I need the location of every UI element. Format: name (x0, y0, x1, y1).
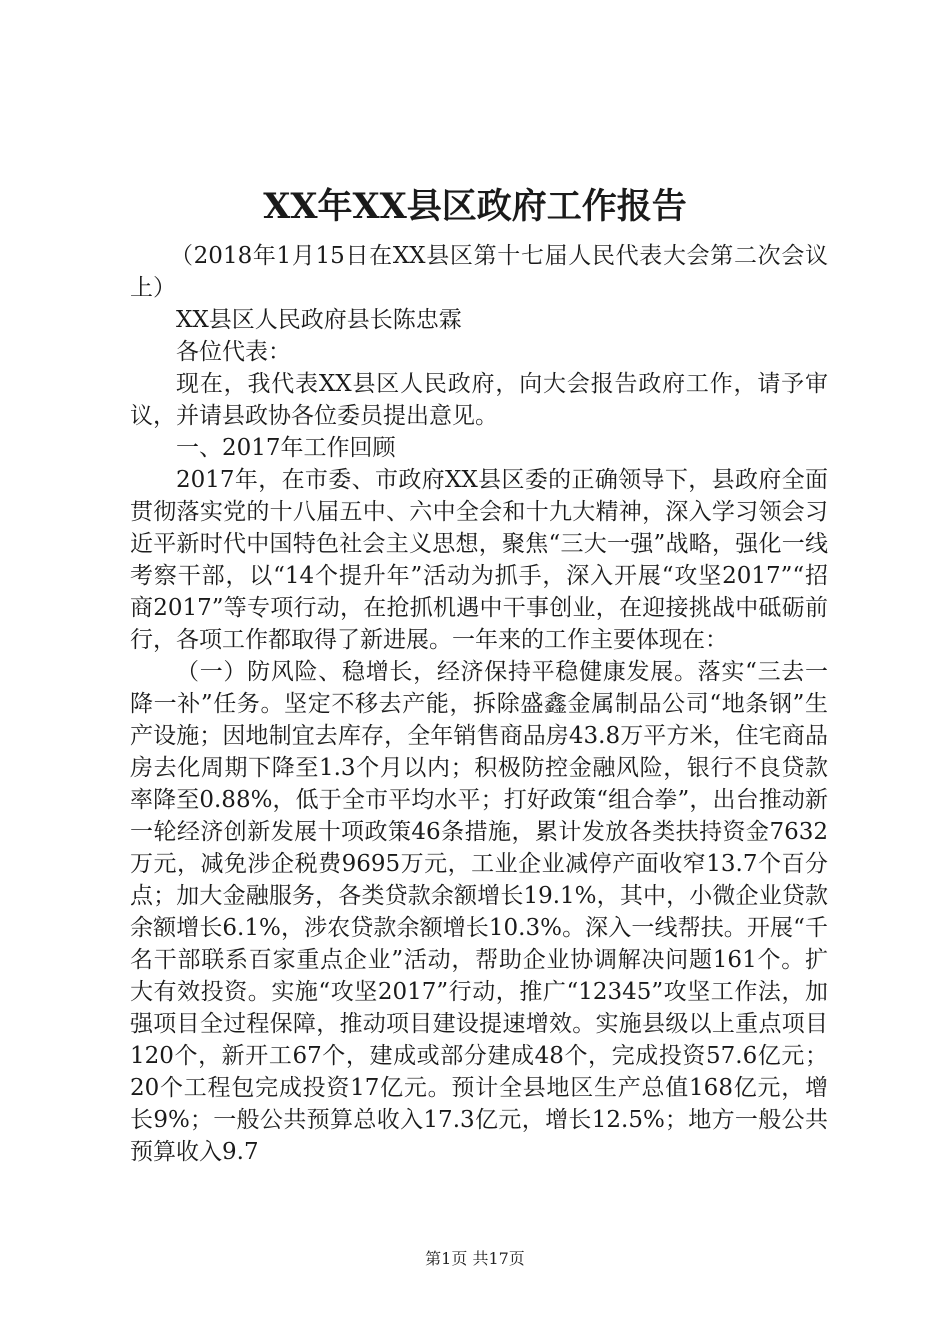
meeting-subtitle: （2018年1月15日在XX县区第十七届人民代表大会第二次会议上） (130, 243, 828, 301)
document-title: XX年XX县区政府工作报告 (263, 186, 687, 227)
economy-paragraph: （一）防风险、稳增长，经济保持平稳健康发展。落实“三去一降一补”任务。坚定不移去产能，拆除盛鑫金属制品公司“地条钢”生产设施；因地制宜去库存，全年销售商品房43.8万平方米，住宅商品房去化周期下降至1.3个月以内；积极防控金融风险，银行不良贷款率降至0.88%，低于全市平均水平；打好政策“组合拳”，出台推动新一轮经济创新发展十项政策46条措施，累计发放各类扶持资金7632万元，减免涉企税费9695万元，工业企业减停产面收窄13.7个百分点；加大金融服务，各类贷款余额增长19.1%，其中，小微企业贷款余额增长6.1%，涉农贷款余额增长10.3%。深入一线帮扶。开展“千名干部联系百家重点企业”活动，帮助企业协调解决问题161个。扩大有效投资。实施“攻坚2017”行动，推广“12345”攻坚工作法，加强项目全过程保障，推动项目建设提速增效。实施县级以上重点项目120个，新开工67个，建成或部分建成48个，完成投资57.6亿元；20个工程包完成投资17亿元。预计全县地区生产总值168亿元，增长9%；一般公共预算总收入17.3亿元，增长12.5%；地方一般公共预算收入9.7 (130, 659, 828, 1165)
section-heading: 一、2017年工作回顾 (176, 435, 396, 461)
document-body (130, 240, 828, 1168)
page-footer: 第1页 共17页 (425, 1249, 525, 1268)
opening-paragraph: 现在，我代表XX县区人民政府，向大会报告政府工作，请予审议，并请县政协各位委员提出意见。 (130, 371, 828, 429)
salutation: 各位代表： (176, 339, 291, 365)
review-paragraph: 2017年，在市委、市政府XX县区委的正确领导下，县政府全面贯彻落实党的十八届五中、六中全会和十九大精神，深入学习领会习近平新时代中国特色社会主义思想，聚焦“三大一强”战略，强化一线考察干部，以“14个提升年”活动为抓手，深入开展“攻坚2017”“招商2017”等专项行动，在抢抓机遇中干事创业，在迎接挑战中砥砺前行，各项工作都取得了新进展。一年来的工作主要体现在： (130, 467, 828, 653)
speaker-line: XX县区人民政府县长陈忠霖 (176, 307, 462, 333)
